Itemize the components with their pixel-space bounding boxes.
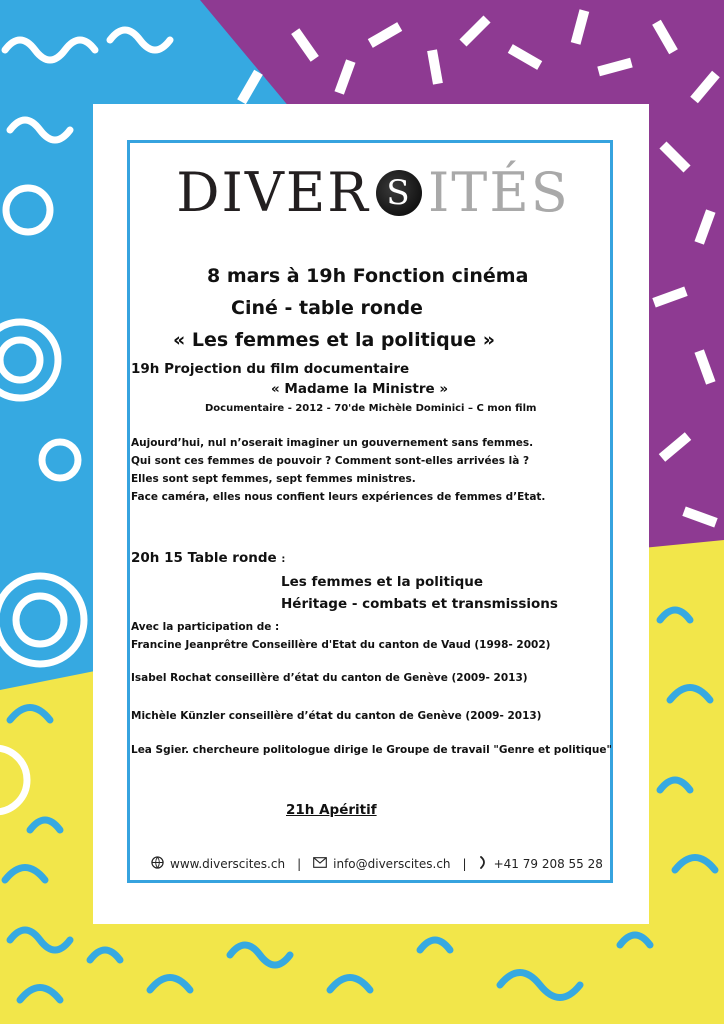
description-line: Face caméra, elles nous confient leurs expériences de femmes d’Etat.: [131, 491, 546, 503]
logo-text-dark: DIVER: [176, 161, 370, 224]
event-theme: « Les femmes et la politique »: [173, 329, 496, 351]
logo-s-mark: S: [376, 170, 422, 216]
description-line: Elles sont sept femmes, sept femmes ministres.: [131, 473, 416, 485]
description-line: Aujourd’hui, nul n’oserait imaginer un gouvernement sans femmes.: [131, 437, 534, 449]
participant-item: Isabel Rochat conseillère d’état du canton de Genève (2009- 2013): [131, 672, 528, 684]
description-line: Qui sont ces femmes de pouvoir ? Comment sont-elles arrivées là ?: [131, 455, 530, 467]
envelope-icon: [313, 857, 327, 871]
footer-separator: |: [297, 857, 302, 871]
phone-icon: [479, 856, 488, 872]
table-ronde-subtitle-1: Les femmes et la politique: [281, 574, 483, 590]
table-ronde-label: 20h 15 Table ronde: [131, 550, 277, 566]
participation-label: Avec la participation de :: [131, 621, 280, 633]
film-credits: Documentaire - 2012 - 70'de Michèle Dominici – C mon film: [205, 403, 537, 414]
participant-item: Lea Sgier. chercheure politologue dirige le Groupe de travail "Genre et politique": [131, 744, 612, 756]
table-ronde-title: [131, 550, 285, 566]
film-title: « Madame la Ministre »: [271, 381, 449, 397]
phone-number: +41 79 208 55 28: [493, 857, 603, 871]
participant-item: Francine Jeanprêtre Conseillère d'Etat du canton de Vaud (1998- 2002): [131, 639, 551, 651]
footer-separator: |: [462, 857, 467, 871]
flyer-card: [93, 104, 649, 924]
event-date-line: 8 mars à 19h Fonction cinéma: [207, 265, 529, 287]
table-ronde-colon: :: [281, 554, 286, 565]
blue-frame: [127, 140, 613, 883]
table-ronde-subtitle-2: Héritage - combats et transmissions: [281, 596, 558, 612]
contact-footer: [151, 856, 601, 872]
diverscites-logo: [163, 160, 583, 226]
globe-icon: [151, 856, 164, 872]
table-ronde-subtitle: [281, 574, 483, 590]
website-link[interactable]: www.diverscites.ch: [170, 857, 286, 871]
aperitif-line: 21h Apéritif: [286, 802, 377, 818]
participant-item: Michèle Künzler conseillère d’état du canton de Genève (2009- 2013): [131, 710, 542, 722]
email-link[interactable]: info@diverscites.ch: [333, 857, 451, 871]
projection-title: 19h Projection du film documentaire: [131, 361, 410, 377]
logo-text-light: ITÉS: [427, 161, 570, 224]
event-subtitle: Ciné - table ronde: [231, 297, 423, 319]
